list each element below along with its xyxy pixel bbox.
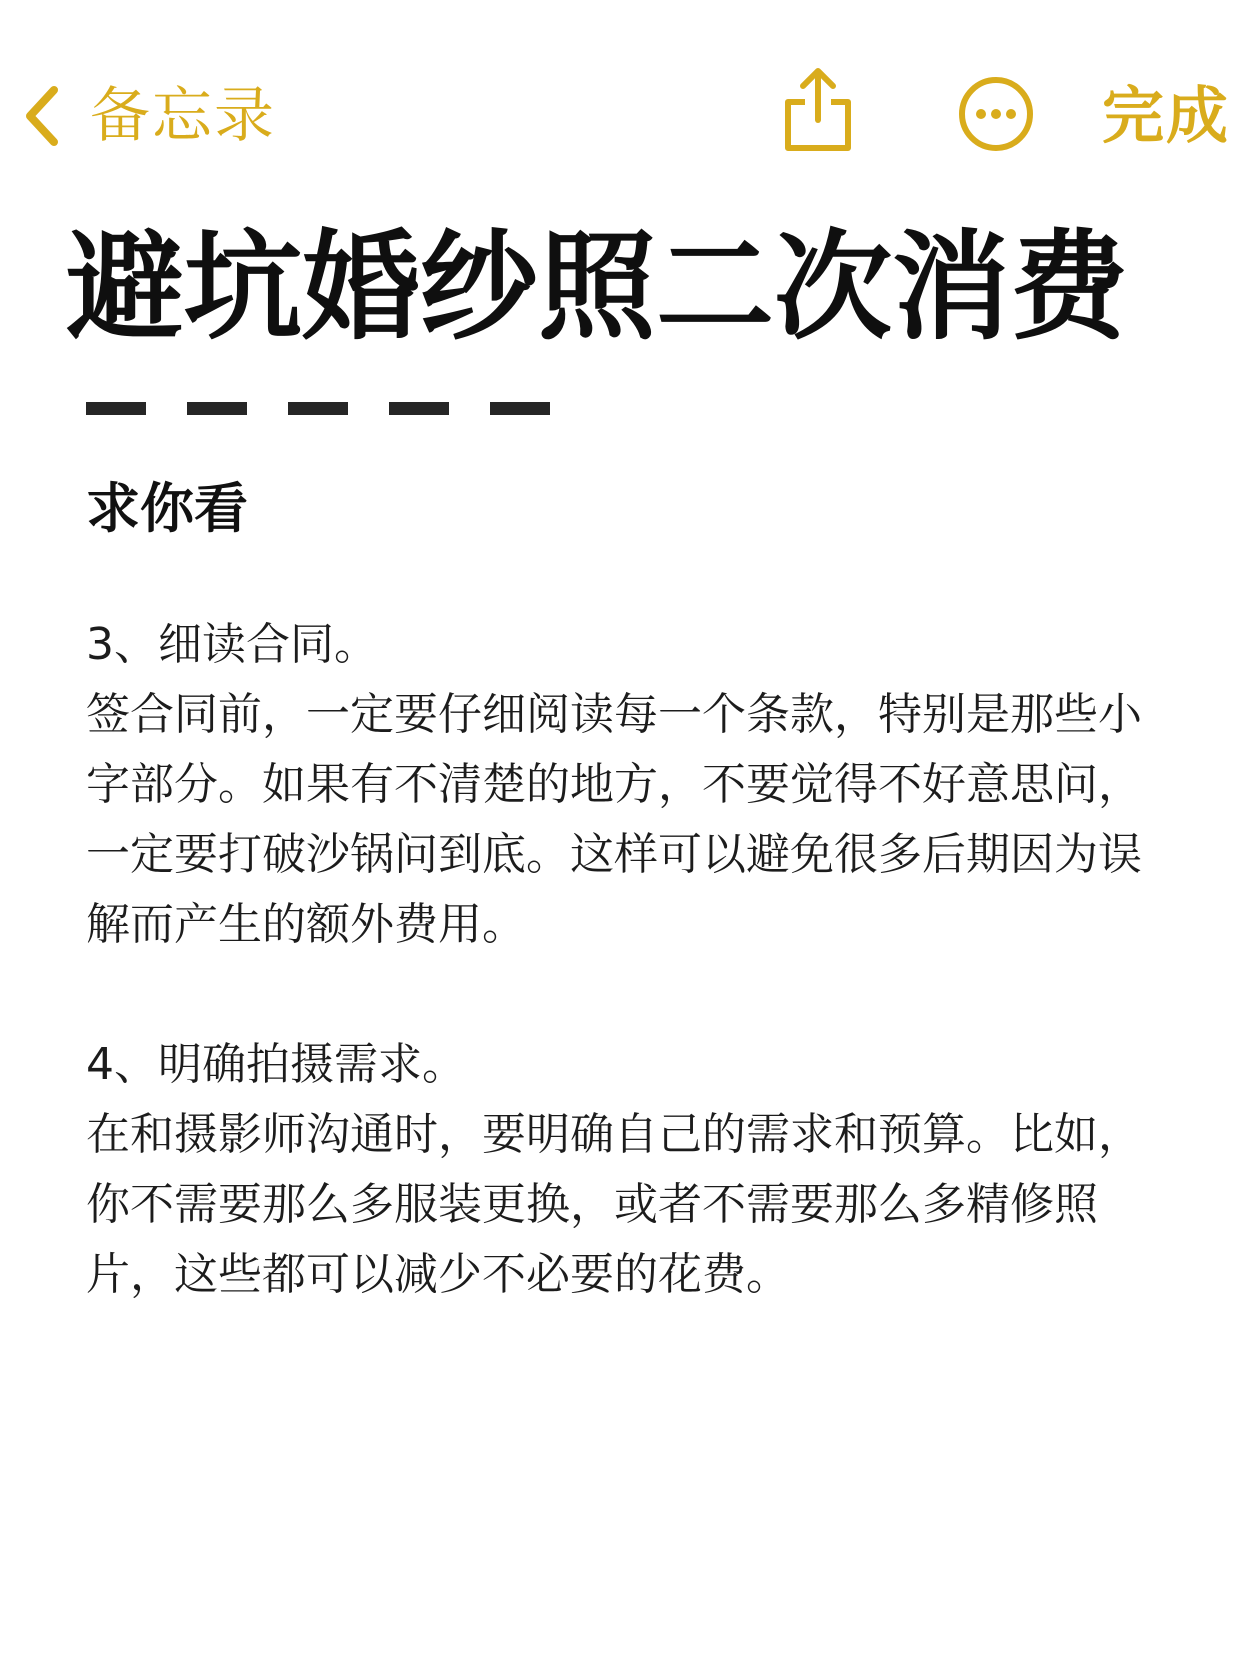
navigation-bar [0, 0, 1242, 230]
section-heading: 4、明确拍摄需求。 [86, 1039, 466, 1090]
done-button[interactable]: 完成 [1102, 79, 1231, 152]
note-section [86, 610, 1176, 960]
more-icon [958, 76, 1034, 152]
divider-dash [288, 402, 348, 415]
section-heading: 3、细读合同。 [86, 619, 378, 670]
note-title: 避坑婚纱照二次消费 [66, 218, 1129, 356]
section-body: 签合同前，一定要仔细阅读每一个条款，特别是那些小字部分。如果有不清楚的地方，不要觉得不好意思问，一定要打破沙锅问到底。这样可以避免很多后期因为误解而产生的额外费用。 [86, 689, 1142, 950]
section-body: 在和摄影师沟通时，要明确自己的需求和预算。比如，你不需要那么多服装更换，或者不需要那么多精修照片，这些都可以减少不必要的花费。 [86, 1109, 1142, 1300]
back-button-label: 备忘录 [90, 81, 276, 151]
dashed-divider [86, 402, 556, 416]
note-body[interactable] [86, 610, 1176, 1380]
divider-dash [187, 402, 247, 415]
note-section [86, 1030, 1176, 1310]
divider-dash [389, 402, 449, 415]
note-subheading: 求你看 [86, 477, 248, 540]
divider-dash [490, 402, 550, 415]
chevron-left-icon [22, 84, 62, 148]
back-button[interactable] [22, 78, 276, 154]
share-icon [782, 66, 854, 156]
more-options-button[interactable] [958, 76, 1034, 152]
share-button[interactable] [782, 66, 854, 156]
divider-dash [86, 402, 146, 415]
